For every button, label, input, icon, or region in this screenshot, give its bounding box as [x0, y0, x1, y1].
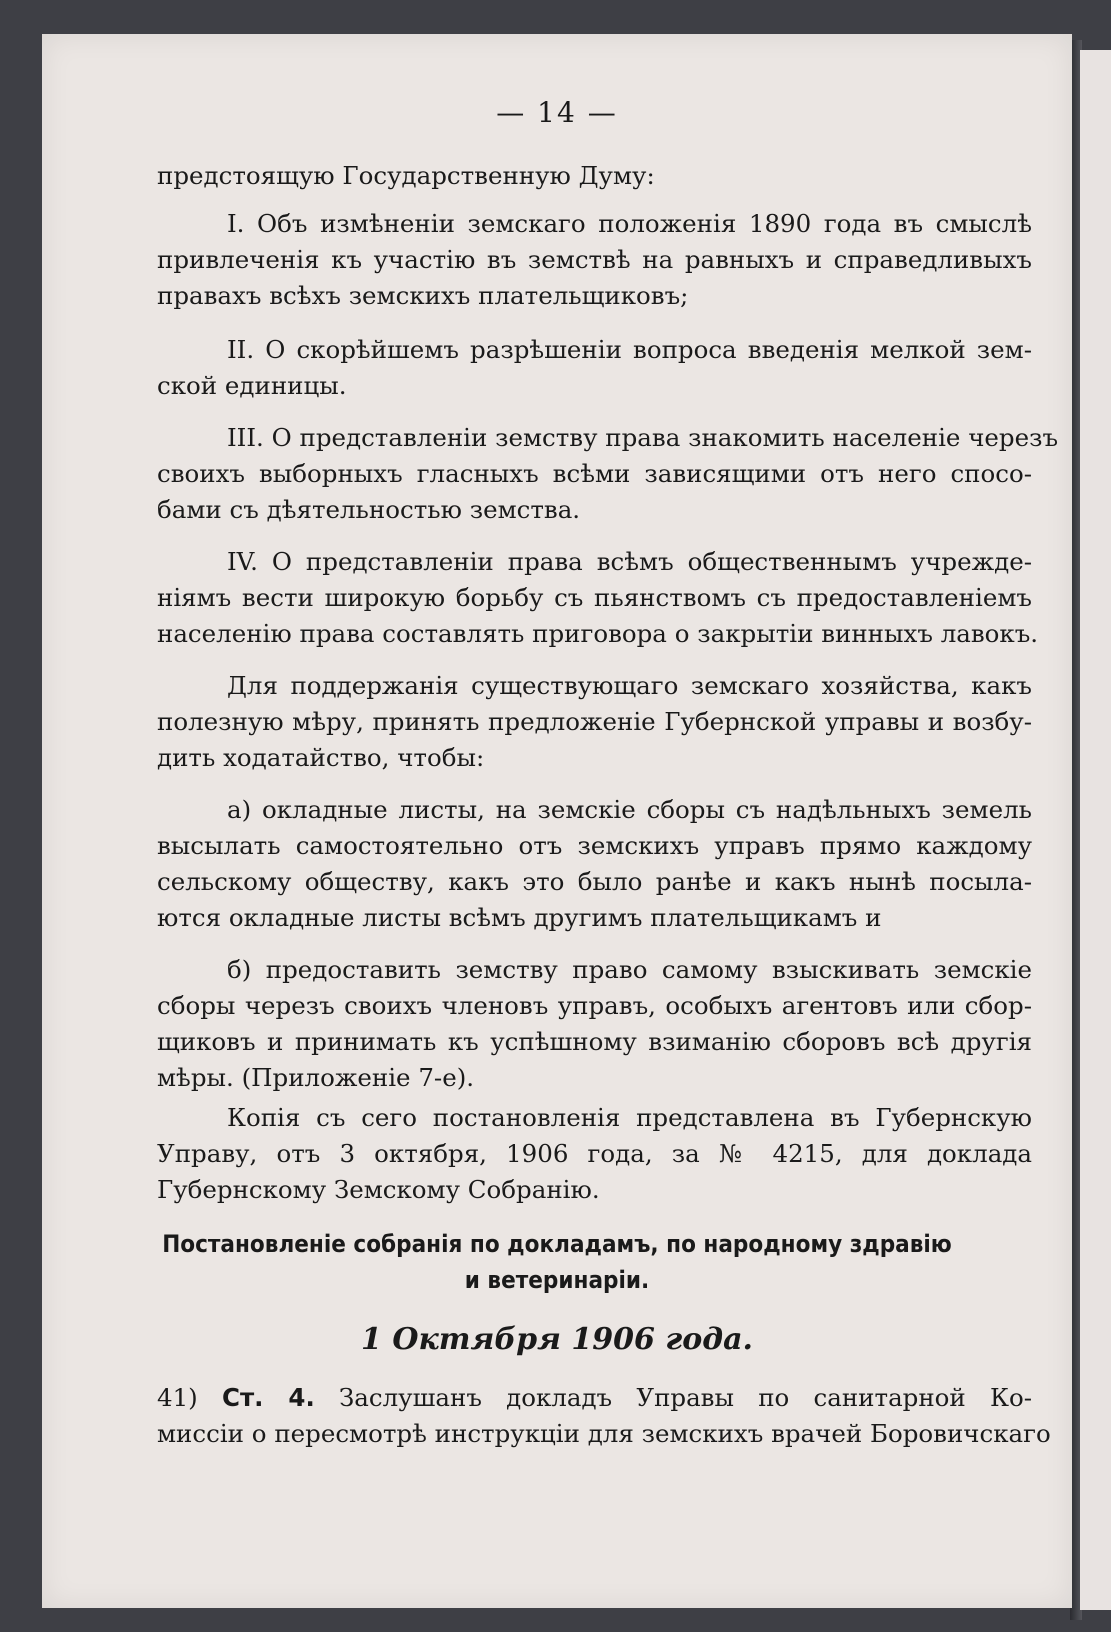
text-line: щиковъ и принимать къ успѣшному взиманію сборовъ всѣ другія — [157, 1027, 1032, 1056]
text-line: IV. О представленіи права всѣмъ общественнымъ учрежде- — [227, 547, 1032, 576]
article-text: Заслушанъ докладъ Управы по санитарной Ко- — [314, 1383, 1032, 1412]
section-date: 1 Октября 1906 года. — [361, 1322, 753, 1357]
text-line: своихъ выборныхъ гласныхъ всѣми зависящими отъ него спосо- — [157, 459, 1032, 488]
text-line: привлеченія къ участію въ земствѣ на равныхъ и справедливыхъ — [157, 245, 1032, 274]
text-line: дить ходатайство, чтобы: — [157, 743, 485, 772]
page-number: — 14 — — [496, 96, 618, 129]
document-page — [42, 34, 1072, 1608]
text-line: высылать самостоятельно отъ земскихъ управъ прямо каждому — [157, 831, 1032, 860]
article-number: 41) — [157, 1383, 222, 1412]
text-line: Губернскому Земскому Собранію. — [157, 1175, 600, 1204]
text-line: правахъ всѣхъ земскихъ плательщиковъ; — [157, 281, 689, 310]
text-line: Для поддержанія существующаго земскаго хозяйства, какъ — [227, 671, 1032, 700]
text-line: II. О скорѣйшемъ разрѣшеніи вопроса введенія мелкой зем- — [227, 335, 1032, 364]
text-line: населенію права составлять приговора о закрытіи винныхъ лавокъ. — [157, 619, 1039, 648]
text-line: ются окладные листы всѣмъ другимъ плательщикамъ и — [157, 903, 882, 932]
text-line: сельскому обществу, какъ это было ранѣе и какъ нынѣ посыла- — [157, 867, 1032, 896]
text-line: мѣры. (Приложеніе 7-е). — [157, 1063, 475, 1092]
text-line: III. О представленіи земству права знакомить населеніе черезъ — [227, 423, 1059, 452]
article-ref: Ст. 4. — [221, 1383, 315, 1412]
text-line: ніямъ вести широкую борьбу съ пьянствомъ съ предоставленіемъ — [157, 583, 1032, 612]
text-line: предстоящую Государственную Думу: — [157, 161, 655, 190]
section-heading: Постановленіе собранія по докладамъ, по народному здравію — [162, 1230, 952, 1258]
text-line: бами съ дѣятельностью земства. — [157, 495, 581, 524]
text-line: б) предоставить земству право самому взыскивать земскіе — [227, 955, 1032, 984]
text-line: I. Объ измѣненіи земскаго положенія 1890 года въ смыслѣ — [227, 209, 1032, 238]
text-line: Управу, отъ 3 октября, 1906 года, за № 4215, для доклада — [157, 1139, 1032, 1168]
text-line: миссіи о пересмотрѣ инструкціи для земскихъ врачей Боровичскаго — [157, 1419, 1051, 1448]
adjacent-page-edge — [1080, 50, 1111, 1610]
text-line: полезную мѣру, принять предложеніе Губернской управы и возбу- — [157, 707, 1032, 736]
section-heading: и ветеринаріи. — [464, 1266, 650, 1294]
text-line: сборы черезъ своихъ членовъ управъ, особыхъ агентовъ или сбор- — [157, 991, 1032, 1020]
text-line: а) окладные листы, на земскіе сборы съ надѣльныхъ земель — [227, 795, 1032, 824]
text-line: Копія съ сего постановленія представлена въ Губернскую — [227, 1103, 1032, 1132]
text-line — [157, 1378, 1032, 1418]
text-line: ской единицы. — [157, 371, 347, 400]
